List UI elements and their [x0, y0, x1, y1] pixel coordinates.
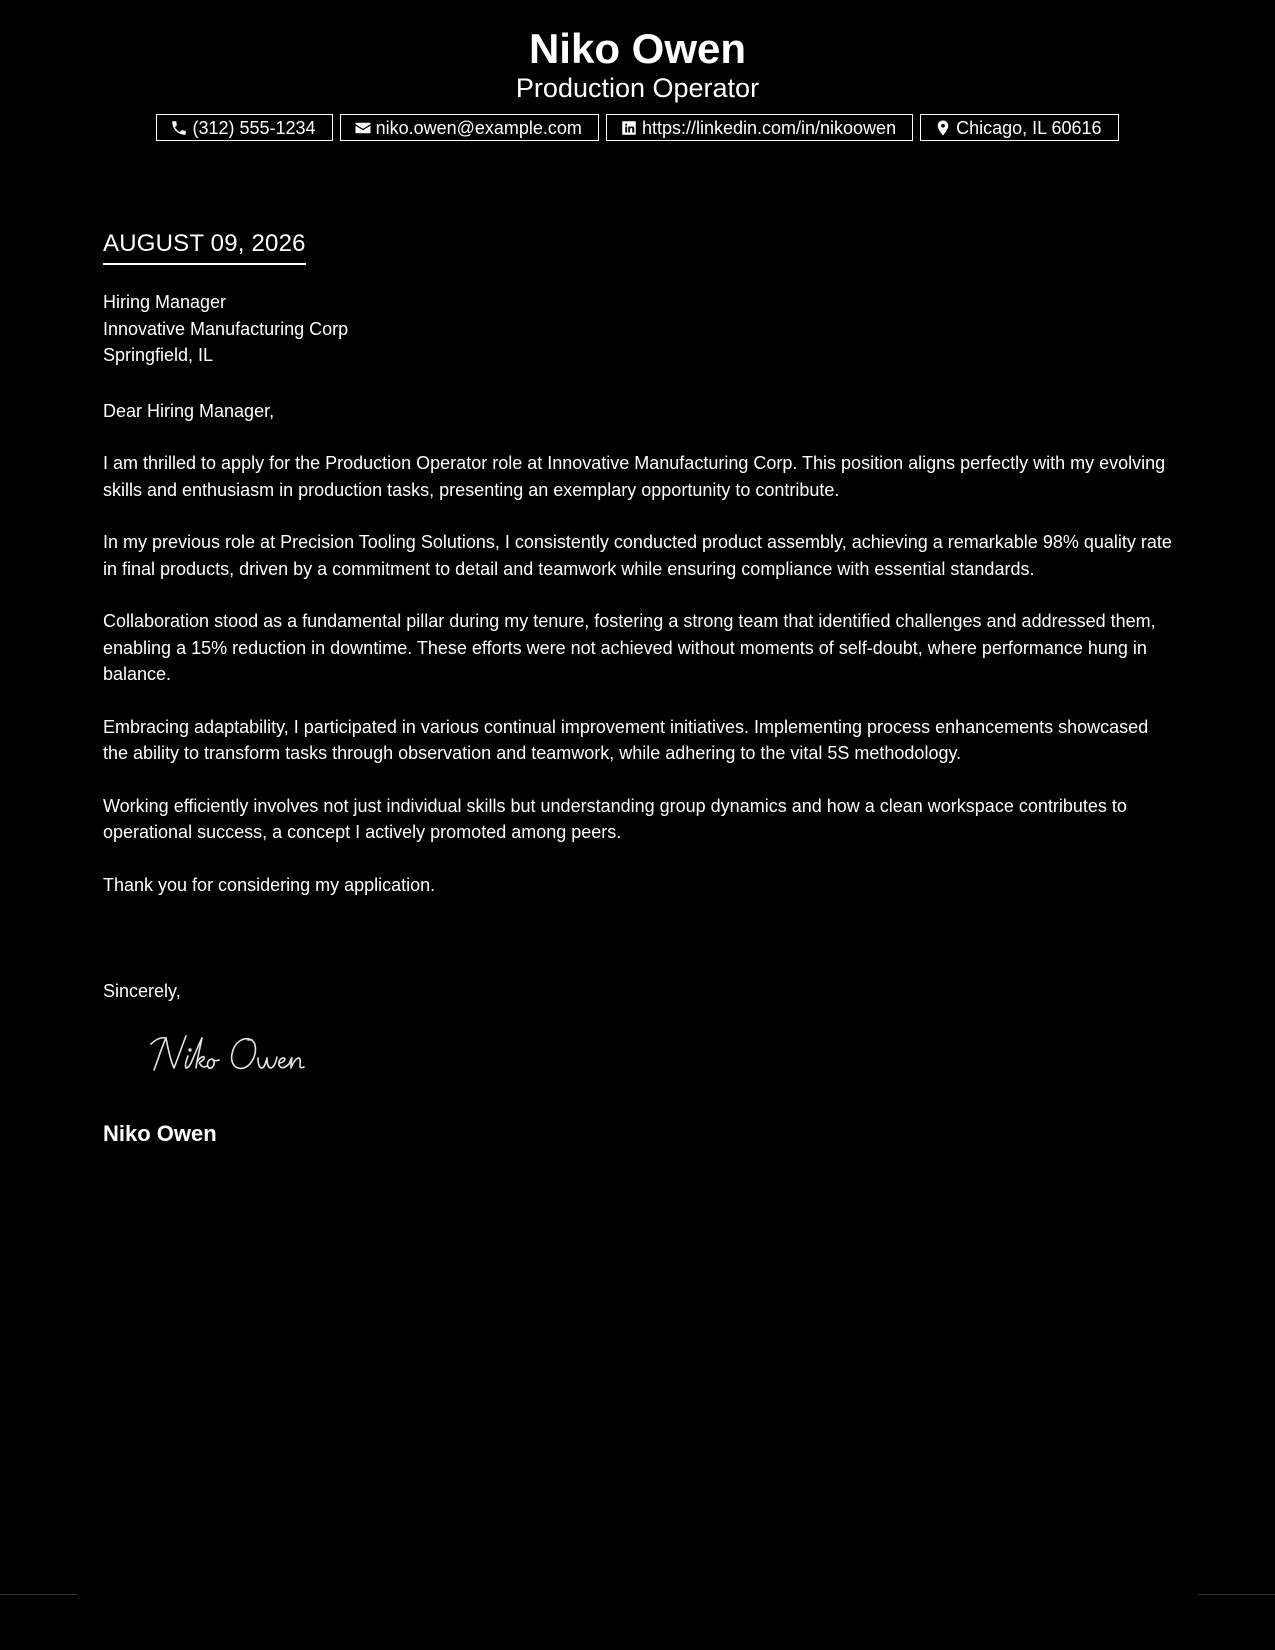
recipient-line: Innovative Manufacturing Corp: [103, 318, 349, 339]
applicant-name: Niko Owen: [528, 25, 747, 72]
closing: Sincerely,: [103, 981, 181, 1001]
envelope-icon: [354, 119, 372, 137]
date-block: [103, 229, 306, 265]
recipient-address: [103, 289, 1173, 369]
location-text: Chicago, IL 60616: [956, 117, 1102, 138]
contact-phone[interactable]: [156, 114, 332, 141]
letter-date: AUGUST 09, 2026: [103, 230, 306, 257]
recipient-line: Springfield, IL: [103, 345, 214, 365]
phone-text: (312) 555-1234: [192, 117, 316, 138]
contact-bar: [0, 114, 1275, 141]
job-title: Production Operator: [515, 73, 760, 103]
letter-body: [103, 289, 1173, 898]
map-pin-icon: [934, 119, 952, 137]
body-paragraph: In my previous role at Precision Tooling Solutions, I consistently conducted product assembly, achieving a remarkable 98% quality rate in final products, driven by a commitment to detail and teamwork while ensuring compliance with essential standards.: [103, 532, 1172, 579]
linkedin-icon: [620, 119, 638, 137]
linkedin-text: https://linkedin.com/in/nikoowen: [641, 117, 897, 138]
body-paragraph: I am thrilled to apply for the Production Operator role at Innovative Manufacturing Corp. This position aligns perfectly with my evolving skills and enthusiasm in production tasks, presenting an exemplary opportunity to contribute.: [103, 453, 1166, 500]
footer-rule-right: [1198, 1594, 1275, 1595]
phone-icon: [170, 119, 188, 137]
letter-header: [0, 22, 1275, 104]
handwritten-signature: [148, 1030, 323, 1085]
body-paragraph: Thank you for considering my application.: [103, 874, 436, 895]
date-underline: [103, 263, 306, 265]
contact-location[interactable]: [920, 114, 1118, 141]
recipient-line: Hiring Manager: [103, 292, 227, 312]
signature-image: [148, 1030, 323, 1080]
email-text: niko.owen@example.com: [375, 117, 582, 138]
contact-email[interactable]: [340, 114, 599, 141]
contact-linkedin[interactable]: [606, 114, 913, 141]
body-paragraph: Collaboration stood as a fundamental pillar during my tenure, fostering a strong team that identified challenges and addressed them, enabling a 15% reduction in downtime. These efforts were not achieved without moments of self-doubt, where performance hung in balance.: [103, 611, 1156, 684]
body-paragraph: Embracing adaptability, I participated in various continual improvement initiatives. Implementing process enhancements showcased the ability to transform tasks through observation and teamwork, while adhering to the vital 5S methodology.: [103, 716, 1149, 763]
salutation: Dear Hiring Manager,: [103, 400, 275, 421]
signer-name: Niko Owen: [103, 1121, 217, 1146]
body-paragraph: Working efficiently involves not just individual skills but understanding group dynamics and how a clean workspace contributes to operational success, a concept I actively promoted among peers.: [103, 795, 1127, 842]
footer-rule-left: [0, 1594, 77, 1595]
